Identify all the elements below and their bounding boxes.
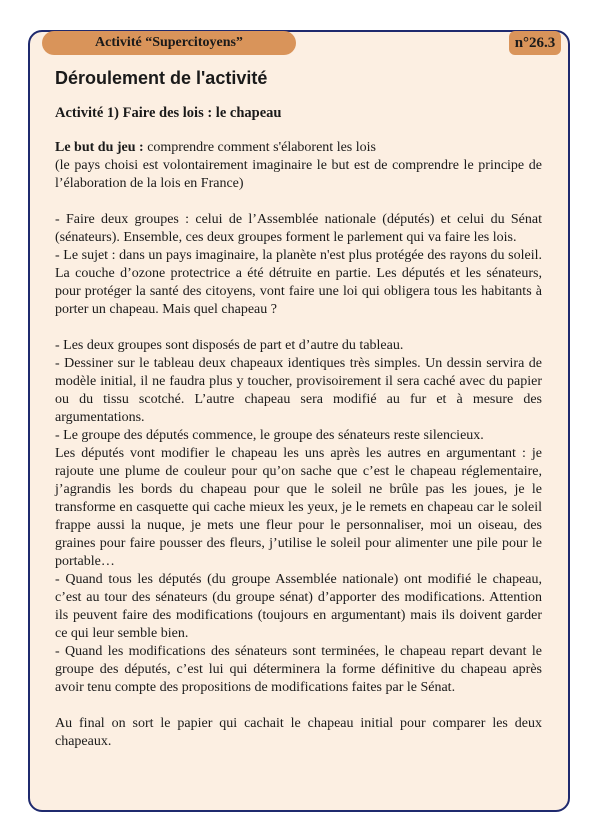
instruction-deputies-modify: Les députés vont modifier le chapeau les uns après les autres en argumentant : je rajoute une plume de couleur pour qu’on sache que c’est le chapeau réglementaire, j’agrandis les bords du chapeau pour que le soleil ne brûle pas les joues, je le transforme en casquette qui cache mieux les yeux, je le remets en chapeau car le soleil frappe aussi la nuque, je mets une fleur pour le personnaliser, moi un oiseau, des graines pour faire pousser des fleurs, j’utilise le soleil pour alimenter une pile pour le portable… bbox=[55, 446, 542, 569]
activity-title-tab: Activité “Supercitoyens” bbox=[42, 31, 296, 55]
activity-heading: Activité 1) Faire des lois : le chapeau bbox=[55, 105, 282, 121]
instruction-drawing: - Dessiner sur le tableau deux chapeaux identiques très simples. Un dessin servira de modèle initial, il ne faudra plus y toucher, provisoirement il sera caché avec du papier ou du tissu scotché. L’autre chapeau sera modifié au fur et à mesure des argumentations. bbox=[55, 356, 542, 425]
goal-paragraph bbox=[55, 139, 542, 157]
conclusion-paragraph: Au final on sort le papier qui cachait le chapeau initial pour comparer les deux chapeaux. bbox=[55, 716, 542, 749]
activity-number-badge: n°26.3 bbox=[509, 31, 561, 55]
page-title: Déroulement de l'activité bbox=[55, 68, 268, 88]
goal-text: comprendre comment s'élaborent les lois bbox=[143, 140, 376, 155]
instruction-subject: - Le sujet : dans un pays imaginaire, la planète n'est plus protégée des rayons du soleil. La couche d’ozone protectrice a été détruite en partie. Les députés et les sénateurs, pour protéger la santé des citoyens, vont faire une loi qui obligera tous les habitants à porter un chapeau. Mais quel chapeau ? bbox=[55, 248, 542, 317]
instruction-groups: - Faire deux groupes : celui de l’Assemblée nationale (députés) et celui du Sénat (sénateurs). Ensemble, ces deux groupes forment le parlement qui va faire les lois. bbox=[55, 212, 542, 245]
goal-label: Le but du jeu : bbox=[55, 140, 144, 155]
instruction-deputies-start: - Le groupe des députés commence, le groupe des sénateurs reste silencieux. bbox=[55, 428, 484, 443]
activity-content bbox=[55, 64, 542, 751]
instruction-final-decision: - Quand les modifications des sénateurs sont terminées, le chapeau repart devant le groupe des députés, c’est lui qui déterminera la forme définitive du chapeau après avoir tenu compte des propositions de modifications faites par le Sénat. bbox=[55, 644, 542, 695]
goal-note: (le pays choisi est volontairement imaginaire le but est de comprendre le principe de l’élaboration de la lois en France) bbox=[55, 158, 542, 191]
instruction-placement: - Les deux groupes sont disposés de part et d’autre du tableau. bbox=[55, 338, 404, 353]
instruction-senators-turn: - Quand tous les députés (du groupe Assemblée nationale) ont modifié le chapeau, c’est au tour des sénateurs (du groupe sénat) d’apporter des modifications. Attention ils peuvent faire des modifications (toujours en argumentant) mais ils doivent garder ce qui leur semble bien. bbox=[55, 572, 542, 641]
